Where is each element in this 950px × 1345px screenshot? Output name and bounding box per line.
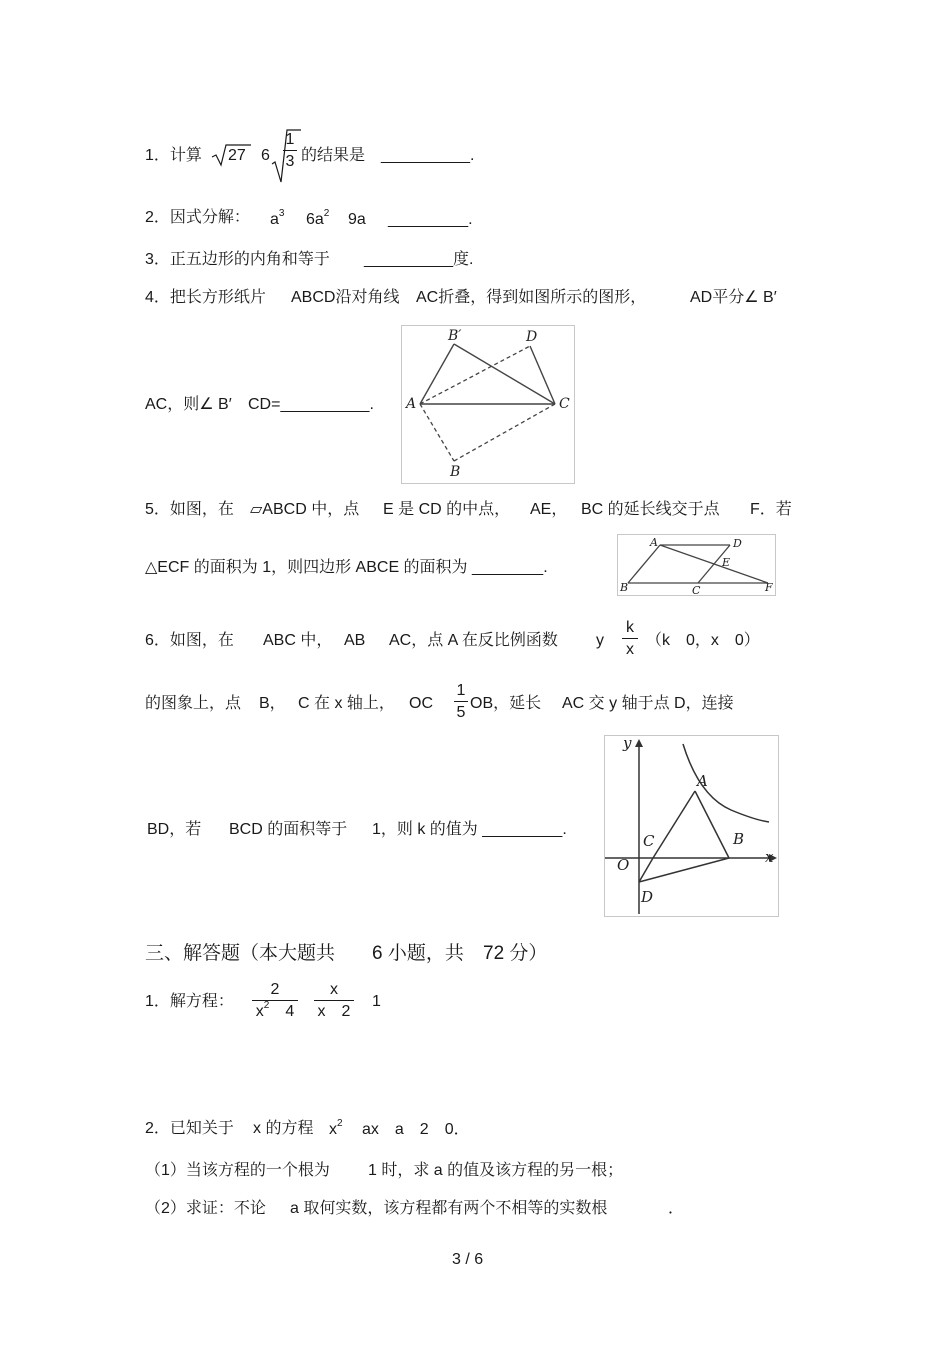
label-b-prime: B′ (448, 328, 462, 344)
q4-line1-a: 4．把长方形纸片 (145, 289, 266, 306)
q6-line2-d: OC (409, 695, 433, 712)
p2-sub1-b: 1 时，求 a 的值及该方程的另一根； (368, 1162, 624, 1179)
p1-fraction-2 (314, 982, 354, 1020)
q6-line1-d: AC，点 A 在反比例函数 (389, 632, 558, 649)
p1-f1-den-x: x (255, 1003, 264, 1020)
p2-eq-x2 (329, 1118, 343, 1138)
label-c: C (559, 396, 570, 412)
section3-title-c: 72 分） (483, 943, 548, 964)
segment-ab (628, 545, 660, 583)
segment-bc-dashed (454, 404, 555, 461)
segment-ac (653, 791, 695, 858)
q5-line1-a: 5．如图，在 (145, 501, 234, 518)
y-axis-arrow-icon (635, 739, 643, 747)
q6-fraction-k-over-x (622, 620, 638, 658)
q1-radicand: 27 (228, 147, 246, 164)
q6-line2-e: OB，延长 (470, 695, 542, 712)
q5-figure (617, 534, 776, 596)
q6-line3-a: BD，若 (147, 821, 202, 838)
section3-title-a: 三、解答题（本大题共 (145, 943, 336, 964)
q1-fraction (283, 132, 297, 170)
q2-term2 (306, 208, 330, 228)
q6-frac2-num: 1 (454, 683, 468, 702)
q4-figure (401, 325, 575, 484)
p2-eq-x: x (329, 1121, 337, 1138)
q6-condition: （k 0，x 0） (646, 632, 760, 649)
q5-line2: △ECF 的面积为 1，则四边形 ABCE 的面积为 ________. (145, 559, 548, 576)
label-b: B (733, 830, 745, 848)
q2-term1-exp: 3 (278, 208, 285, 219)
q6-figure (604, 735, 779, 917)
segment-dc (530, 346, 555, 404)
q2-text: 2．因式分解： (145, 209, 250, 226)
q6-frac-den: x (626, 641, 634, 658)
p2-eq-exp: 2 (337, 1118, 343, 1129)
hyperbola-curve (683, 744, 769, 822)
q4-line2-b: CD=__________. (248, 396, 374, 413)
q2-term2-base: 6a (306, 211, 324, 228)
q6-line3-b: BCD 的面积等于 (229, 821, 348, 838)
label-d: D (733, 537, 742, 550)
q5-line1-f: F．若 (750, 501, 792, 518)
segment-ab-prime (420, 344, 454, 404)
q2-term3: 9a (348, 211, 366, 228)
q6-line2-f: AC 交 y 轴于点 D，连接 (562, 695, 734, 712)
segment-ab-dashed (420, 404, 454, 461)
q5-line1-d: AE， (530, 501, 568, 518)
q1-suffix: 的结果是 (301, 147, 366, 164)
p1-rhs: 1 (372, 993, 381, 1010)
q1-frac-den: 3 (285, 153, 295, 170)
q6-line2-a: 的图象上，点 (145, 695, 242, 712)
q4-line2-a: AC，则∠ B′ (145, 396, 232, 413)
q6-line2-b: B， (259, 695, 286, 712)
p1-f1-num: 2 (252, 982, 298, 1001)
p2-sub2-a: （2）求证：不论 (145, 1200, 266, 1217)
q6-line1-c: AB (344, 632, 366, 649)
label-e: E (722, 556, 731, 569)
segment-af (660, 545, 768, 583)
q6-line1-b: ABC 中， (263, 632, 333, 649)
q3-text: 3．正五边形的内角和等于 (145, 251, 330, 268)
q6-frac2-den: 5 (456, 704, 466, 721)
label-a: A (697, 772, 708, 790)
label-a: A (406, 396, 417, 412)
label-b: B (450, 464, 461, 480)
p2-eq-rest: ax a 2 0． (362, 1121, 470, 1138)
p1-f2-den: x 2 (317, 1003, 351, 1020)
label-x: x (765, 848, 774, 866)
p2-text: 2．已知关于 (145, 1120, 234, 1137)
folded-rectangle-diagram (402, 326, 574, 483)
label-c: C (692, 584, 701, 595)
segment-db (639, 858, 729, 882)
label-f: F (765, 581, 773, 594)
p1-fraction-1 (252, 982, 298, 1020)
label-b: B (620, 581, 629, 594)
q6-line1-y: y (596, 632, 604, 649)
p1-f1-den-exp: 2 (263, 1000, 270, 1011)
q1-blank: __________. (381, 147, 475, 164)
q1-coef: 6 (261, 147, 270, 164)
p2-sub2-c: ． (668, 1200, 685, 1217)
section3-title-b: 6 小题，共 (372, 943, 464, 964)
q6-fraction-one-fifth (454, 683, 468, 721)
q1-frac-num: 1 (283, 132, 297, 151)
label-d: D (641, 888, 654, 906)
label-o: O (617, 856, 630, 874)
q5-line1-c: E 是 CD 的中点， (383, 501, 511, 518)
q6-frac-num: k (622, 620, 638, 639)
q6-line1-a: 6．如图，在 (145, 632, 234, 649)
label-d: D (526, 329, 538, 345)
label-c: C (643, 832, 655, 850)
q2-term1 (270, 208, 285, 228)
p2-sub2-b: a 取何实数，该方程都有两个不相等的实数根 (290, 1200, 608, 1217)
q3-blank: __________度. (364, 251, 474, 268)
q2-term1-base: a (270, 211, 279, 228)
q2-term2-exp: 2 (323, 208, 330, 219)
q4-line1-b: ABCD沿对角线 (291, 289, 400, 306)
parallelogram-diagram (618, 535, 775, 595)
p1-f1-den-4: 4 (285, 1003, 295, 1020)
q5-line1-b: ▱ABCD 中，点 (250, 501, 360, 518)
q6-line2-c: C 在 x 轴上， (298, 695, 395, 712)
q4-line1-d: AD平分∠ B′ (690, 289, 777, 306)
p1-label: 1．解方程： (145, 993, 234, 1010)
label-y: y (623, 736, 632, 752)
segment-ab (695, 791, 729, 858)
q6-line3-c: 1，则 k 的值为 _________. (372, 821, 567, 838)
q1-number: 1．计算 (145, 147, 202, 164)
p2-var: x 的方程 (253, 1120, 314, 1137)
q4-line1-c: AC折叠，得到如图所示的图形， (416, 289, 647, 306)
segment-b-prime-c (454, 344, 555, 404)
p1-f1-den (252, 1001, 298, 1020)
q5-line1-e: BC 的延长线交于点 (581, 501, 720, 518)
page-number: 3 / 6 (452, 1251, 484, 1268)
p1-f2-num: x (314, 982, 354, 1001)
label-a: A (650, 536, 658, 549)
q2-blank: _________. (388, 211, 473, 228)
coordinate-diagram (605, 736, 778, 916)
p2-sub1-a: （1）当该方程的一个根为 (145, 1162, 330, 1179)
